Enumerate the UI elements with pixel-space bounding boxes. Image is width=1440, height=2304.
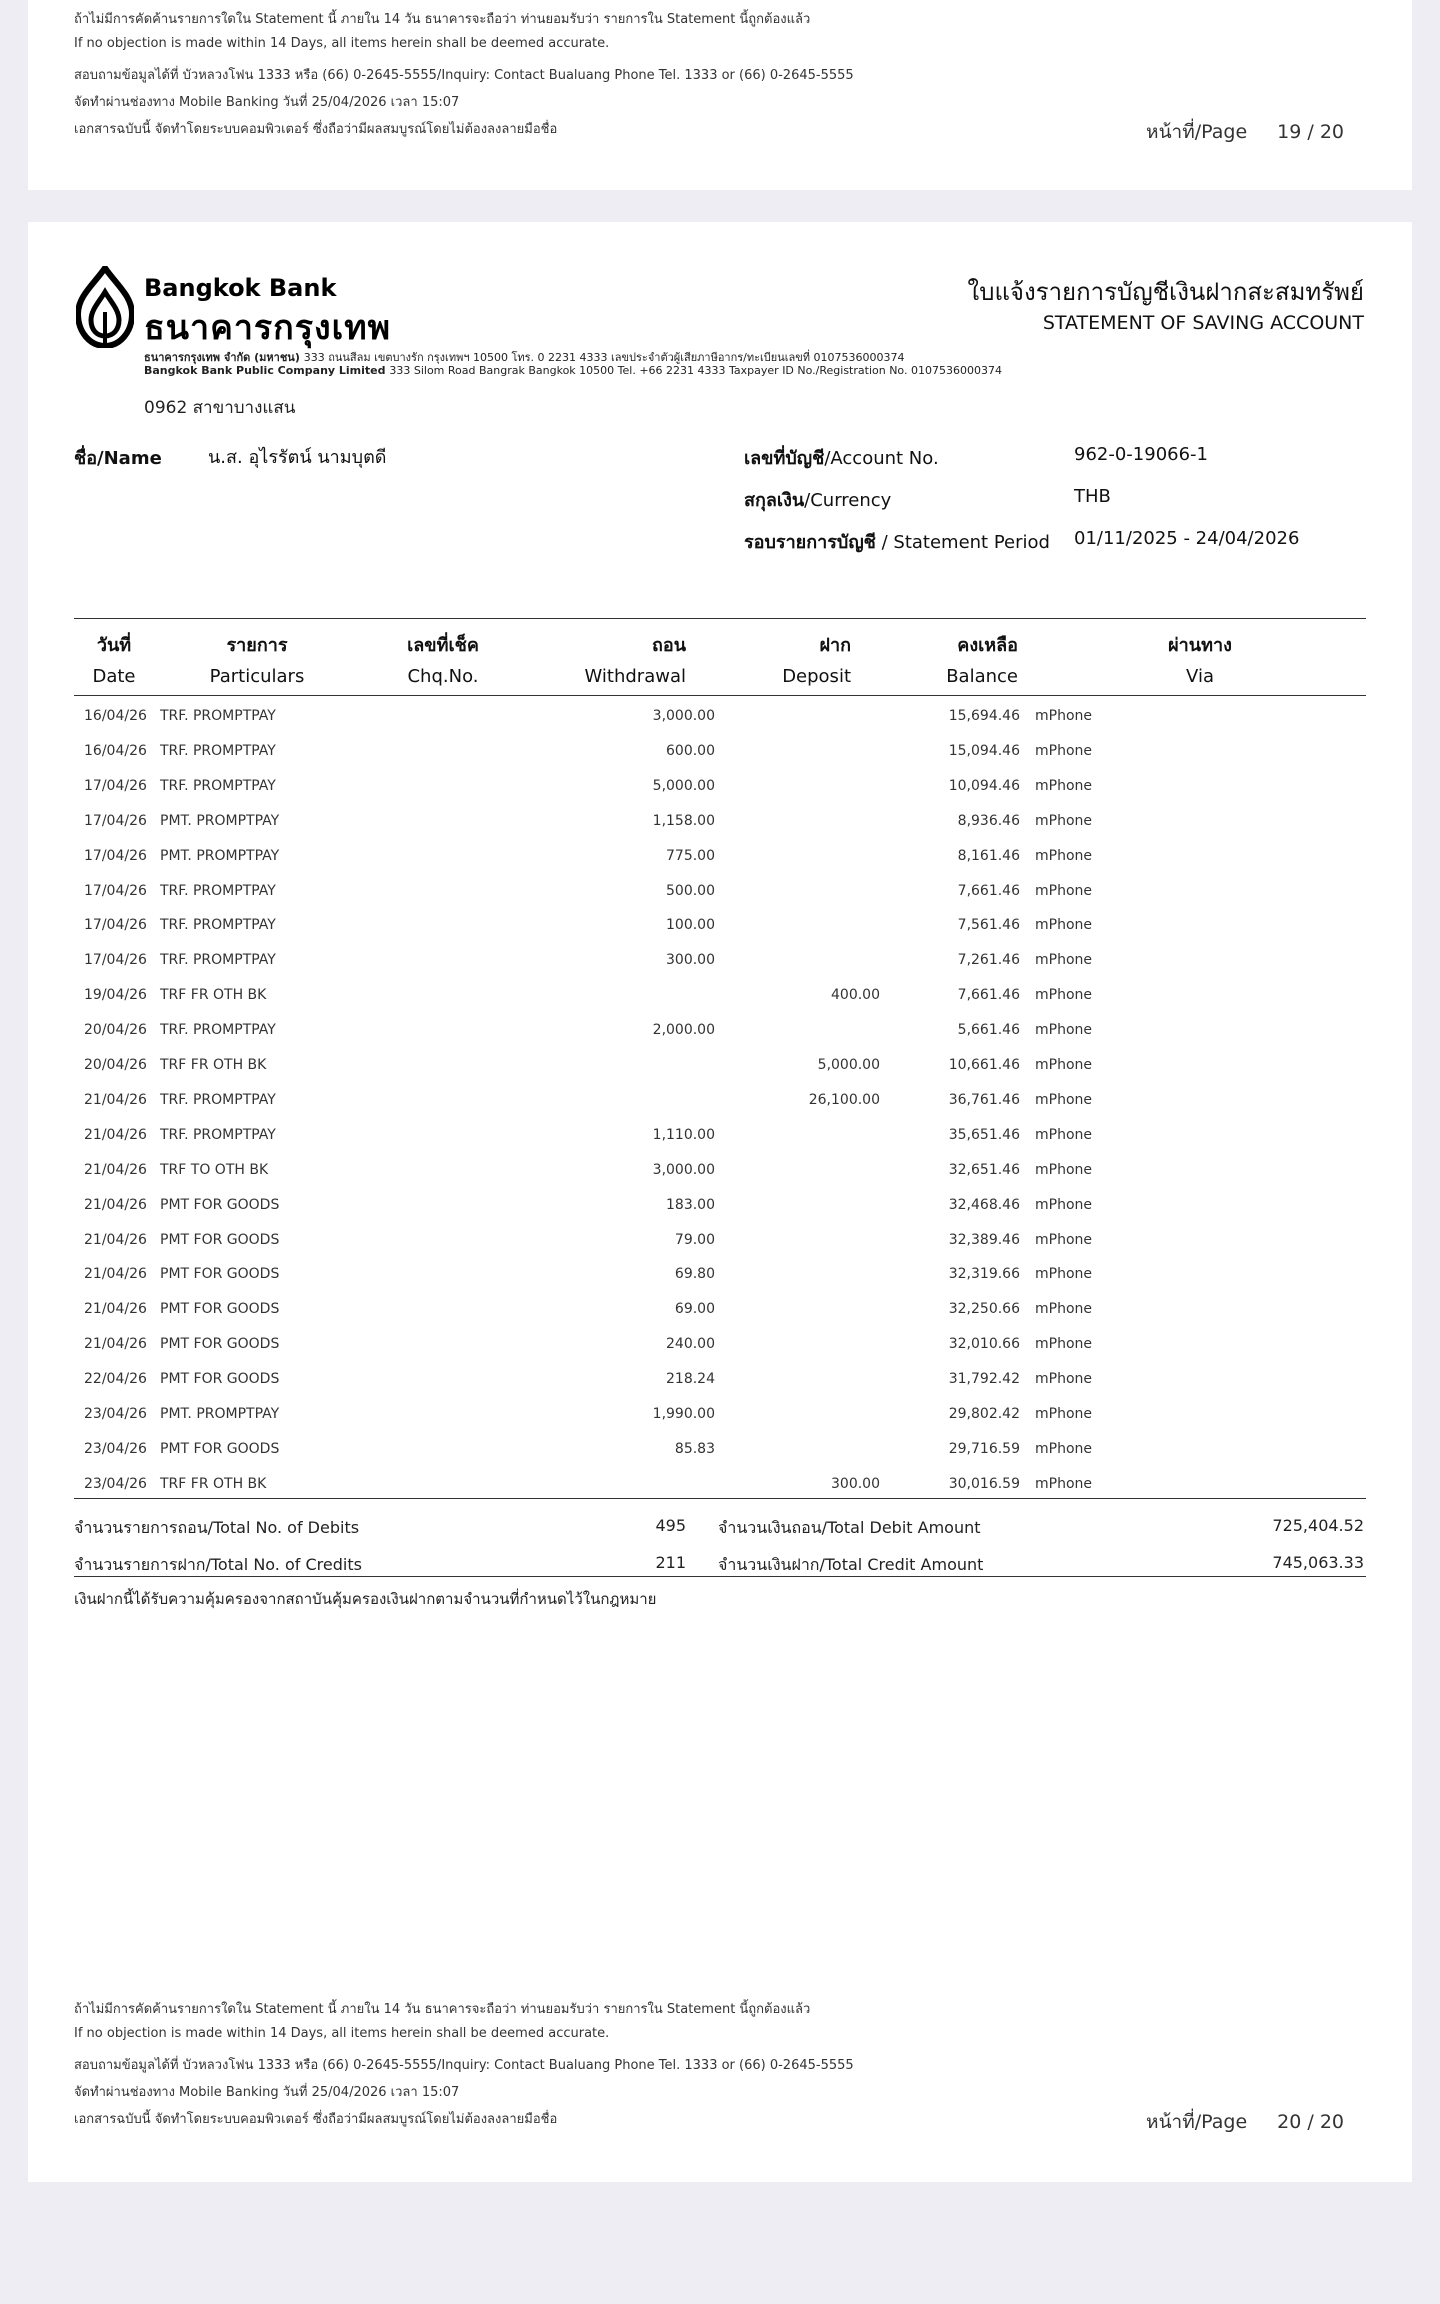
row-via: mPhone (1035, 1406, 1093, 1422)
col-via-en: Via (1186, 666, 1214, 687)
row-date: 17/04/26 (84, 882, 147, 899)
col-balance-en: Balance (946, 666, 1018, 687)
row-via: mPhone (1035, 882, 1093, 899)
col-particulars-th: รายการ (226, 635, 288, 656)
col-deposit-th: ฝาก (819, 635, 851, 656)
row-balance: 15,094.46 (948, 742, 1020, 759)
row-withdrawal: 300.00 (666, 952, 715, 969)
row-balance: 36,761.46 (948, 1091, 1020, 1108)
row-withdrawal: 5,000.00 (652, 777, 715, 794)
row-balance: 32,389.46 (948, 1231, 1020, 1248)
row-via: mPhone (1035, 1475, 1093, 1492)
footer-computer-generated: เอกสารฉบับนี้ จัดทำโดยระบบคอมพิวเตอร์ ซึ่งถือว่ามีผลสมบูรณ์โดยไม่ต้องลงลายมือชื่อ (74, 2112, 558, 2127)
row-date: 23/04/26 (84, 1475, 147, 1492)
row-withdrawal: 1,110.00 (652, 1126, 715, 1143)
row-balance: 32,010.66 (948, 1336, 1020, 1353)
footer-generated: จัดทำผ่านช่องทาง Mobile Banking วันที่ 25/04/2026 เวลา 15:07 (74, 2085, 460, 2100)
footer-generated: จัดทำผ่านช่องทาง Mobile Banking วันที่ 25/04/2026 เวลา 15:07 (74, 95, 460, 110)
row-date: 21/04/26 (84, 1196, 147, 1213)
footer-computer-generated: เอกสารฉบับนี้ จัดทำโดยระบบคอมพิวเตอร์ ซึ่งถือว่ามีผลสมบูรณ์โดยไม่ต้องลงลายมือชื่อ (74, 122, 558, 137)
row-withdrawal: 3,000.00 (652, 1161, 715, 1178)
row-balance: 32,250.66 (948, 1301, 1020, 1318)
row-via: mPhone (1035, 847, 1093, 864)
credits-count-value: 211 (655, 1553, 686, 1572)
row-particulars: TRF. PROMPTPAY (160, 917, 276, 934)
row-particulars: TRF FR OTH BK (160, 987, 267, 1004)
debit-amount-value: 725,404.52 (1272, 1516, 1364, 1535)
row-withdrawal: 69.00 (674, 1301, 715, 1318)
row-balance: 7,661.46 (957, 882, 1020, 899)
name-label: ชื่อ/Name (74, 448, 162, 469)
row-date: 17/04/26 (84, 952, 147, 969)
row-particulars: PMT. PROMPTPAY (160, 1406, 280, 1422)
row-date: 21/04/26 (84, 1161, 147, 1178)
row-via: mPhone (1035, 1126, 1093, 1143)
statement-period-value: 01/11/2025 - 24/04/2026 (1074, 528, 1300, 549)
table-bottom-rule (74, 1498, 1366, 1499)
table-row (28, 768, 1412, 803)
row-date: 16/04/26 (84, 742, 147, 759)
col-date-en: Date (92, 666, 136, 687)
row-balance: 29,716.59 (948, 1440, 1020, 1457)
row-date: 17/04/26 (84, 917, 147, 934)
table-row (28, 838, 1412, 873)
table-row (28, 1396, 1412, 1431)
row-date: 21/04/26 (84, 1231, 147, 1248)
row-date: 23/04/26 (84, 1406, 147, 1422)
statement-period-label: รอบรายการบัญชี / Statement Period (744, 532, 1050, 553)
table-row (28, 977, 1412, 1012)
debits-count-value: 495 (655, 1516, 686, 1535)
row-date: 20/04/26 (84, 1057, 147, 1073)
row-particulars: TRF. PROMPTPAY (160, 708, 276, 724)
col-particulars-en: Particulars (209, 666, 305, 687)
row-via: mPhone (1035, 742, 1093, 759)
row-withdrawal: 85.83 (674, 1440, 715, 1457)
debit-amount-label: จำนวนเงินถอน/Total Debit Amount (718, 1518, 981, 1537)
table-row (28, 1466, 1412, 1501)
statement-title-th: ใบแจ้งรายการบัญชีเงินฝากสะสมทรัพย์ (967, 278, 1364, 306)
row-date: 23/04/26 (84, 1440, 147, 1457)
row-via: mPhone (1035, 987, 1093, 1004)
row-balance: 15,694.46 (948, 708, 1020, 724)
page-number: 19 / 20 (1277, 121, 1344, 143)
row-via: mPhone (1035, 1301, 1093, 1318)
col-withdrawal-th: ถอน (651, 635, 686, 656)
row-date: 21/04/26 (84, 1336, 147, 1353)
row-via: mPhone (1035, 1231, 1093, 1248)
account-no-label: เลขที่บัญชี/Account No. (744, 448, 939, 469)
row-deposit: 26,100.00 (808, 1091, 880, 1108)
row-via: mPhone (1035, 1440, 1093, 1457)
footer-objection-th: ถ้าไม่มีการคัดค้านรายการใดใน Statement นี้ ภายใน 14 วัน ธนาคารจะถือว่า ท่านยอมรับว่า รายการใน Statement นี้ถูกต้องแล้ว (74, 2002, 811, 2017)
page-indicator (1146, 2107, 1344, 2137)
row-via: mPhone (1035, 952, 1093, 969)
row-via: mPhone (1035, 1266, 1093, 1283)
bank-legal-name-th: ธนาคารกรุงเทพ จำกัด (มหาชน) (144, 351, 300, 364)
row-date: 21/04/26 (84, 1126, 147, 1143)
credit-amount-value: 745,063.33 (1272, 1553, 1364, 1572)
row-withdrawal: 240.00 (666, 1336, 715, 1353)
row-particulars: TRF. PROMPTPAY (160, 1091, 276, 1108)
row-particulars: TRF TO OTH BK (160, 1161, 269, 1178)
row-particulars: PMT FOR GOODS (160, 1231, 280, 1248)
account-holder-name: น.ส. อุไรรัตน์ นามบุตดี (208, 447, 387, 468)
row-date: 17/04/26 (84, 812, 147, 829)
row-balance: 10,094.46 (948, 777, 1020, 794)
row-balance: 10,661.46 (948, 1057, 1020, 1073)
row-particulars: PMT FOR GOODS (160, 1336, 280, 1353)
table-row (28, 803, 1412, 838)
bank-name-th: ธนาคารกรุงเทพ (144, 308, 392, 348)
page-label: หน้าที่/Page (1146, 121, 1248, 143)
table-row (28, 733, 1412, 768)
row-particulars: TRF. PROMPTPAY (160, 1022, 276, 1039)
table-row (28, 1047, 1412, 1082)
row-balance: 8,936.46 (957, 812, 1020, 829)
row-deposit: 300.00 (831, 1475, 880, 1492)
row-balance: 32,468.46 (948, 1196, 1020, 1213)
row-particulars: PMT FOR GOODS (160, 1266, 280, 1283)
row-particulars: PMT. PROMPTPAY (160, 812, 280, 829)
debits-count-label: จำนวนรายการถอน/Total No. of Debits (74, 1518, 360, 1537)
row-particulars: TRF. PROMPTPAY (160, 777, 276, 794)
row-particulars: TRF. PROMPTPAY (160, 1126, 276, 1143)
bank-name-en: Bangkok Bank (144, 274, 337, 302)
bank-legal-name-en: Bangkok Bank Public Company Limited (144, 364, 386, 377)
footer-inquiry: สอบถามข้อมูลได้ที่ บัวหลวงโฟน 1333 หรือ (66) 0-2645-5555/Inquiry: Contact Bualuang Phone Tel. 1333 or (66) 0-2645-5555 (74, 68, 854, 83)
table-header-rule (74, 695, 1366, 696)
row-balance: 8,161.46 (957, 847, 1020, 864)
row-withdrawal: 183.00 (666, 1196, 715, 1213)
table-row (28, 1222, 1412, 1257)
table-row (28, 873, 1412, 908)
account-no-value: 962-0-19066-1 (1074, 444, 1209, 465)
table-row (28, 1431, 1412, 1466)
row-particulars: TRF. PROMPTPAY (160, 882, 276, 899)
row-particulars: TRF. PROMPTPAY (160, 742, 276, 759)
row-via: mPhone (1035, 1091, 1093, 1108)
row-date: 17/04/26 (84, 777, 147, 794)
footer-objection-en: If no objection is made within 14 Days, all items herein shall be deemed accurate. (74, 2026, 610, 2041)
row-date: 17/04/26 (84, 847, 147, 864)
statement-page-20 (28, 222, 1412, 2182)
row-withdrawal: 775.00 (666, 847, 715, 864)
row-balance: 7,561.46 (957, 917, 1020, 934)
row-date: 21/04/26 (84, 1091, 147, 1108)
col-date-th: วันที่ (96, 635, 132, 656)
table-row (28, 1187, 1412, 1222)
row-date: 20/04/26 (84, 1022, 147, 1039)
row-particulars: TRF FR OTH BK (160, 1057, 267, 1073)
row-withdrawal: 79.00 (674, 1231, 715, 1248)
row-withdrawal: 3,000.00 (652, 708, 715, 724)
row-withdrawal: 100.00 (666, 917, 715, 934)
row-particulars: PMT FOR GOODS (160, 1196, 280, 1213)
row-balance: 32,319.66 (948, 1266, 1020, 1283)
table-row (28, 1117, 1412, 1152)
row-withdrawal: 500.00 (666, 882, 715, 899)
row-particulars: PMT FOR GOODS (160, 1301, 280, 1318)
col-withdrawal-en: Withdrawal (584, 666, 686, 687)
row-balance: 7,261.46 (957, 952, 1020, 969)
row-date: 19/04/26 (84, 987, 147, 1004)
credits-count-label: จำนวนรายการฝาก/Total No. of Credits (74, 1555, 362, 1574)
row-via: mPhone (1035, 1371, 1093, 1388)
row-via: mPhone (1035, 1022, 1093, 1039)
address-en-text: 333 Silom Road Bangrak Bangkok 10500 Tel. +66 2231 4333 Taxpayer ID No./Registration No. 0107536000374 (389, 364, 1002, 377)
row-date: 21/04/26 (84, 1301, 147, 1318)
row-particulars: PMT FOR GOODS (160, 1371, 280, 1388)
currency-value: THB (1074, 486, 1111, 507)
currency-label: สกุลเงิน/Currency (744, 490, 892, 511)
row-withdrawal: 69.80 (674, 1266, 715, 1283)
deposit-protection-note: เงินฝากนี้ได้รับความคุ้มครองจากสถาบันคุ้มครองเงินฝากตามจำนวนที่กำหนดไว้ในกฎหมาย (74, 1590, 657, 1608)
bank-address-en (144, 364, 1002, 377)
footer-objection-th: ถ้าไม่มีการคัดค้านรายการใดใน Statement นี้ ภายใน 14 วัน ธนาคารจะถือว่า ท่านยอมรับว่า รายการใน Statement นี้ถูกต้องแล้ว (74, 12, 811, 27)
statement-page-19 (28, 0, 1412, 190)
row-particulars: TRF FR OTH BK (160, 1475, 267, 1492)
row-date: 21/04/26 (84, 1266, 147, 1283)
col-balance-th: คงเหลือ (957, 635, 1018, 656)
row-balance: 29,802.42 (948, 1406, 1020, 1422)
row-balance: 5,661.46 (957, 1022, 1020, 1039)
table-row (28, 1082, 1412, 1117)
row-via: mPhone (1035, 917, 1093, 934)
row-via: mPhone (1035, 1057, 1093, 1073)
row-withdrawal: 1,990.00 (652, 1406, 715, 1422)
row-balance: 35,651.46 (948, 1126, 1020, 1143)
row-particulars: TRF. PROMPTPAY (160, 952, 276, 969)
row-balance: 31,792.42 (948, 1371, 1020, 1388)
row-deposit: 5,000.00 (817, 1057, 880, 1073)
row-via: mPhone (1035, 1336, 1093, 1353)
credit-amount-label: จำนวนเงินฝาก/Total Credit Amount (718, 1555, 984, 1574)
table-row (28, 942, 1412, 977)
row-withdrawal: 218.24 (666, 1371, 715, 1388)
row-date: 16/04/26 (84, 708, 147, 724)
branch-name: 0962 สาขาบางแสน (144, 398, 296, 418)
bangkok-bank-lotus-logo-icon (76, 266, 134, 348)
col-deposit-en: Deposit (782, 666, 851, 687)
row-balance: 32,651.46 (948, 1161, 1020, 1178)
page-indicator (1146, 117, 1344, 147)
footer-inquiry: สอบถามข้อมูลได้ที่ บัวหลวงโฟน 1333 หรือ (66) 0-2645-5555/Inquiry: Contact Bualuang Phone Tel. 1333 or (66) 0-2645-5555 (74, 2058, 854, 2073)
table-row (28, 1012, 1412, 1047)
col-chq-th: เลขที่เช็ค (407, 635, 479, 656)
row-withdrawal: 600.00 (666, 742, 715, 759)
row-date: 22/04/26 (84, 1371, 147, 1388)
summary-bottom-rule (74, 1576, 1366, 1577)
row-particulars: PMT FOR GOODS (160, 1440, 280, 1457)
statement-title-en: STATEMENT OF SAVING ACCOUNT (1042, 312, 1364, 334)
row-via: mPhone (1035, 812, 1093, 829)
col-chq-en: Chq.No. (407, 666, 479, 687)
address-th-text: 333 ถนนสีลม เขตบางรัก กรุงเทพฯ 10500 โทร. 0 2231 4333 เลขประจำตัวผู้เสียภาษีอากร/ทะเบียนเลขที่ 0107536000374 (303, 351, 905, 364)
row-withdrawal: 1,158.00 (652, 812, 715, 829)
row-particulars: PMT. PROMPTPAY (160, 847, 280, 864)
row-deposit: 400.00 (831, 987, 880, 1004)
table-row (28, 1256, 1412, 1291)
table-top-rule (74, 618, 1366, 619)
row-balance: 30,016.59 (948, 1475, 1020, 1492)
table-row (28, 1361, 1412, 1396)
table-row (28, 1326, 1412, 1361)
row-via: mPhone (1035, 777, 1093, 794)
row-via: mPhone (1035, 1196, 1093, 1213)
table-row (28, 1291, 1412, 1326)
table-row (28, 907, 1412, 942)
row-via: mPhone (1035, 1161, 1093, 1178)
footer-objection-en: If no objection is made within 14 Days, all items herein shall be deemed accurate. (74, 36, 610, 51)
col-via-th: ผ่านทาง (1168, 635, 1232, 656)
table-row (28, 698, 1412, 733)
page-label: หน้าที่/Page (1146, 2111, 1248, 2133)
row-balance: 7,661.46 (957, 987, 1020, 1004)
page-number: 20 / 20 (1277, 2111, 1344, 2133)
row-withdrawal: 2,000.00 (652, 1022, 715, 1039)
row-via: mPhone (1035, 708, 1093, 724)
table-row (28, 1152, 1412, 1187)
